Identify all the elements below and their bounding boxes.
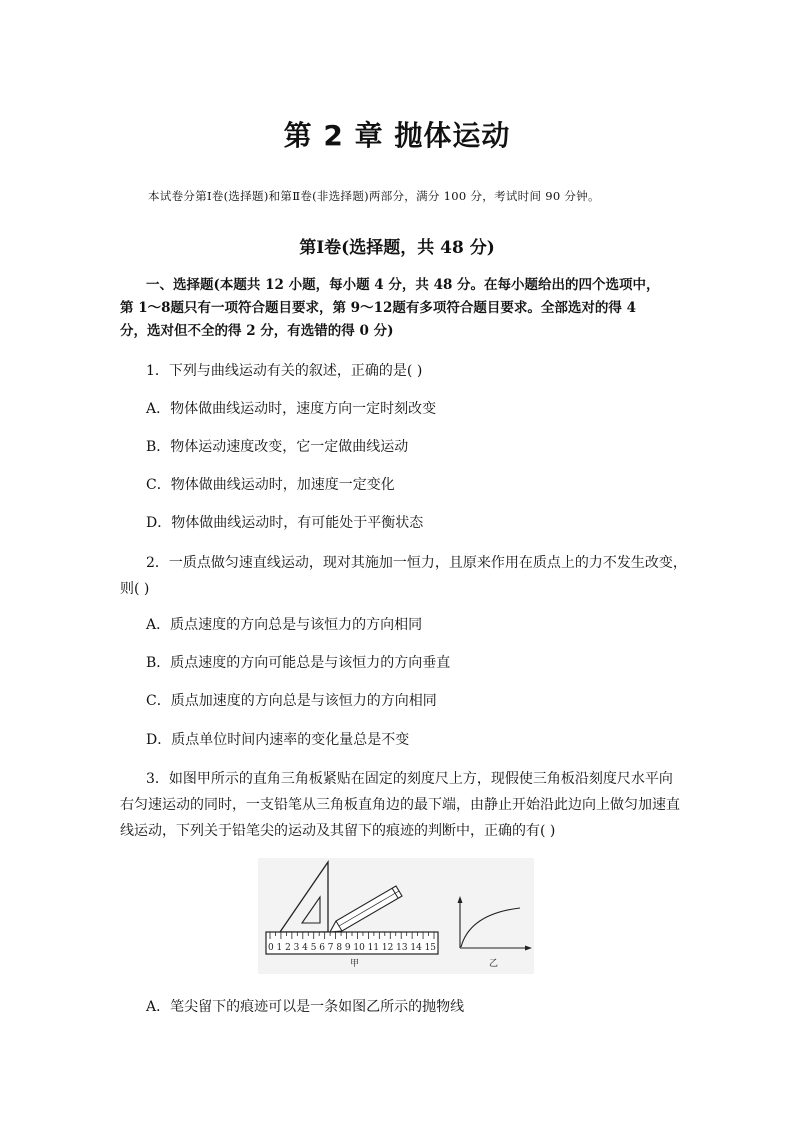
figure-label-yi: 乙 — [489, 959, 499, 969]
chapter-title: 第 2 章 抛体运动 — [283, 119, 511, 152]
q2-option-c: C．质点加速度的方向总是与该恒力的方向相同 — [146, 693, 437, 709]
instructions-line-1: 一、选择题(本题共 12 小题，每小题 4 分，共 48 分。在每小题给出的四个选项中， — [146, 277, 660, 293]
q3-stem-line-1: 3．如图甲所示的直角三角板紧贴在固定的刻度尺上方，现假使三角板沿刻度尺水平向 — [146, 771, 673, 787]
q1-option-c: C．物体做曲线运动时，加速度一定变化 — [146, 477, 395, 493]
q3-stem-line-3: 线运动，下列关于铅笔尖的运动及其留下的痕迹的判断中，正确的有( ) — [120, 823, 556, 839]
section-title: 第Ⅰ卷(选择题，共 48 分) — [299, 238, 495, 258]
q1-stem: 1．下列与曲线运动有关的叙述，正确的是( ) — [146, 363, 423, 379]
q2-option-b: B．质点速度的方向可能总是与该恒力的方向垂直 — [146, 655, 451, 671]
instructions-line-3: 分，选对但不全的得 2 分，有选错的得 0 分) — [120, 323, 394, 339]
ruler-numbers: 0 1 2 3 4 5 6 7 8 9 10 11 12 13 14 15 — [268, 942, 437, 953]
q3-option-a: A．笔尖留下的痕迹可以是一条如图乙所示的抛物线 — [146, 999, 465, 1015]
q2-option-d: D．质点单位时间内速率的变化量总是不变 — [146, 732, 410, 748]
instructions-line-2: 第 1～8题只有一项符合题目要求，第 9～12题有多项符合题目要求。全部选对的得 4 — [120, 300, 636, 316]
q1-option-b: B．物体运动速度改变，它一定做曲线运动 — [146, 439, 409, 455]
q1-option-d: D．物体做曲线运动时，有可能处于平衡状态 — [146, 515, 424, 531]
q1-option-a: A．物体做曲线运动时，速度方向一定时刻改变 — [146, 401, 437, 417]
q3-stem-line-2: 右匀速运动的同时，一支铅笔从三角板直角边的最下端，由静止开始沿此边向上做匀加速直 — [120, 797, 680, 813]
q3-figure-drawing — [258, 858, 534, 974]
q2-option-a: A．质点速度的方向总是与该恒力的方向相同 — [146, 617, 423, 633]
q2-stem-line-2: 则( ) — [120, 581, 150, 597]
exam-intro: 本试卷分第Ⅰ卷(选择题)和第Ⅱ卷(非选择题)两部分，满分 100 分，考试时间 90 分钟。 — [148, 189, 600, 203]
q2-stem-line-1: 2．一质点做匀速直线运动，现对其施加一恒力，且原来作用在质点上的力不发生改变， — [146, 555, 687, 571]
figure-label-jia: 甲 — [350, 959, 360, 969]
q3-figure — [258, 858, 534, 974]
